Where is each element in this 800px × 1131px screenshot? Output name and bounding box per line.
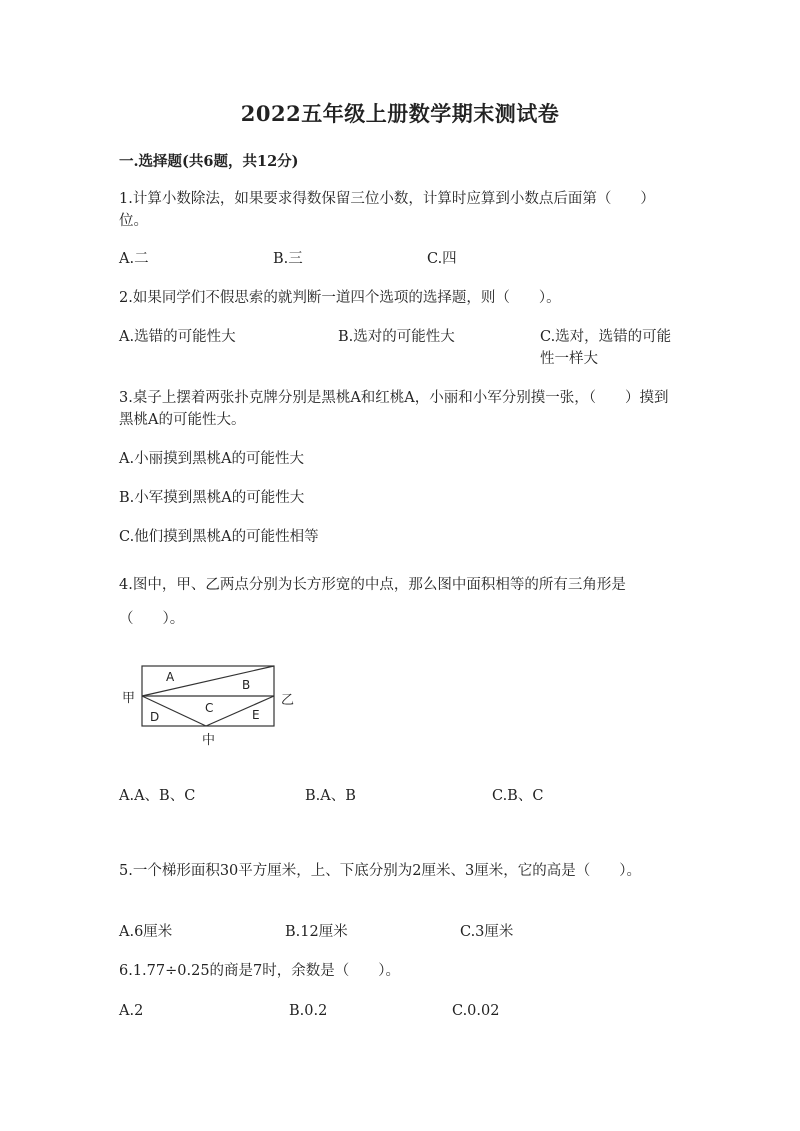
q5-option-c[interactable]: C.3厘米	[460, 924, 514, 940]
region-label-b: B	[242, 678, 251, 692]
q1-option-a[interactable]: A.二	[119, 251, 149, 267]
q5-option-b[interactable]: B.12厘米	[285, 924, 348, 940]
q3-option-a[interactable]: A.小丽摸到黑桃A的可能性大	[119, 451, 305, 467]
q2-option-a[interactable]: A.选错的可能性大	[119, 329, 236, 345]
question-1: 1.计算小数除法，如果要求得数保留三位小数，计算时应算到小数点后面第（ ）位。	[119, 191, 655, 229]
page-title: 2022五年级上册数学期末测试卷	[240, 101, 560, 126]
point-label-jia: 甲	[122, 691, 136, 706]
region-label-e: E	[252, 708, 260, 722]
region-label-a: A	[166, 670, 175, 684]
rectangle-figure	[118, 660, 303, 750]
point-label-zhong: 中	[202, 733, 216, 748]
region-label-c: C	[205, 701, 214, 715]
section-heading: 一.选择题(共6题，共12分)	[119, 153, 299, 170]
q5-option-a[interactable]: A.6厘米	[119, 924, 173, 940]
q6-option-b[interactable]: B.0.2	[289, 1003, 328, 1019]
question-2: 2.如果同学们不假思索的就判断一道四个选项的选择题，则（ ）。	[119, 290, 561, 306]
q3-option-b[interactable]: B.小军摸到黑桃A的可能性大	[119, 490, 305, 506]
point-label-yi: 乙	[281, 693, 295, 708]
q6-option-a[interactable]: A.2	[119, 1003, 144, 1019]
region-label-d: D	[150, 710, 160, 724]
q1-option-c[interactable]: C.四	[427, 251, 457, 267]
q1-option-b[interactable]: B.三	[273, 251, 303, 267]
question-4: 4.图中，甲、乙两点分别为长方形宽的中点，那么图中面积相等的所有三角形是（ ）。	[119, 577, 626, 627]
q2-option-c[interactable]: C.选对，选错的可能性一样大	[540, 329, 672, 367]
q3-option-c[interactable]: C.他们摸到黑桃A的可能性相等	[119, 529, 319, 545]
question-3: 3.桌子上摆着两张扑克牌分别是黑桃A和红桃A，小丽和小军分别摸一张，（ ）摸到黑桃A的可能性大。	[119, 390, 669, 428]
q4-option-c[interactable]: C.B、C	[492, 788, 544, 804]
q4-option-a[interactable]: A.A、B、C	[119, 788, 196, 804]
question-5: 5.一个梯形面积30平方厘米，上、下底分别为2厘米、3厘米，它的高是（ ）。	[119, 863, 641, 879]
q6-option-c[interactable]: C.0.02	[452, 1003, 500, 1019]
q2-option-b[interactable]: B.选对的可能性大	[338, 329, 455, 345]
question-6: 6.1.77÷0.25的商是7时，余数是（ ）。	[119, 963, 401, 979]
q4-option-b[interactable]: B.A、B	[305, 788, 356, 804]
